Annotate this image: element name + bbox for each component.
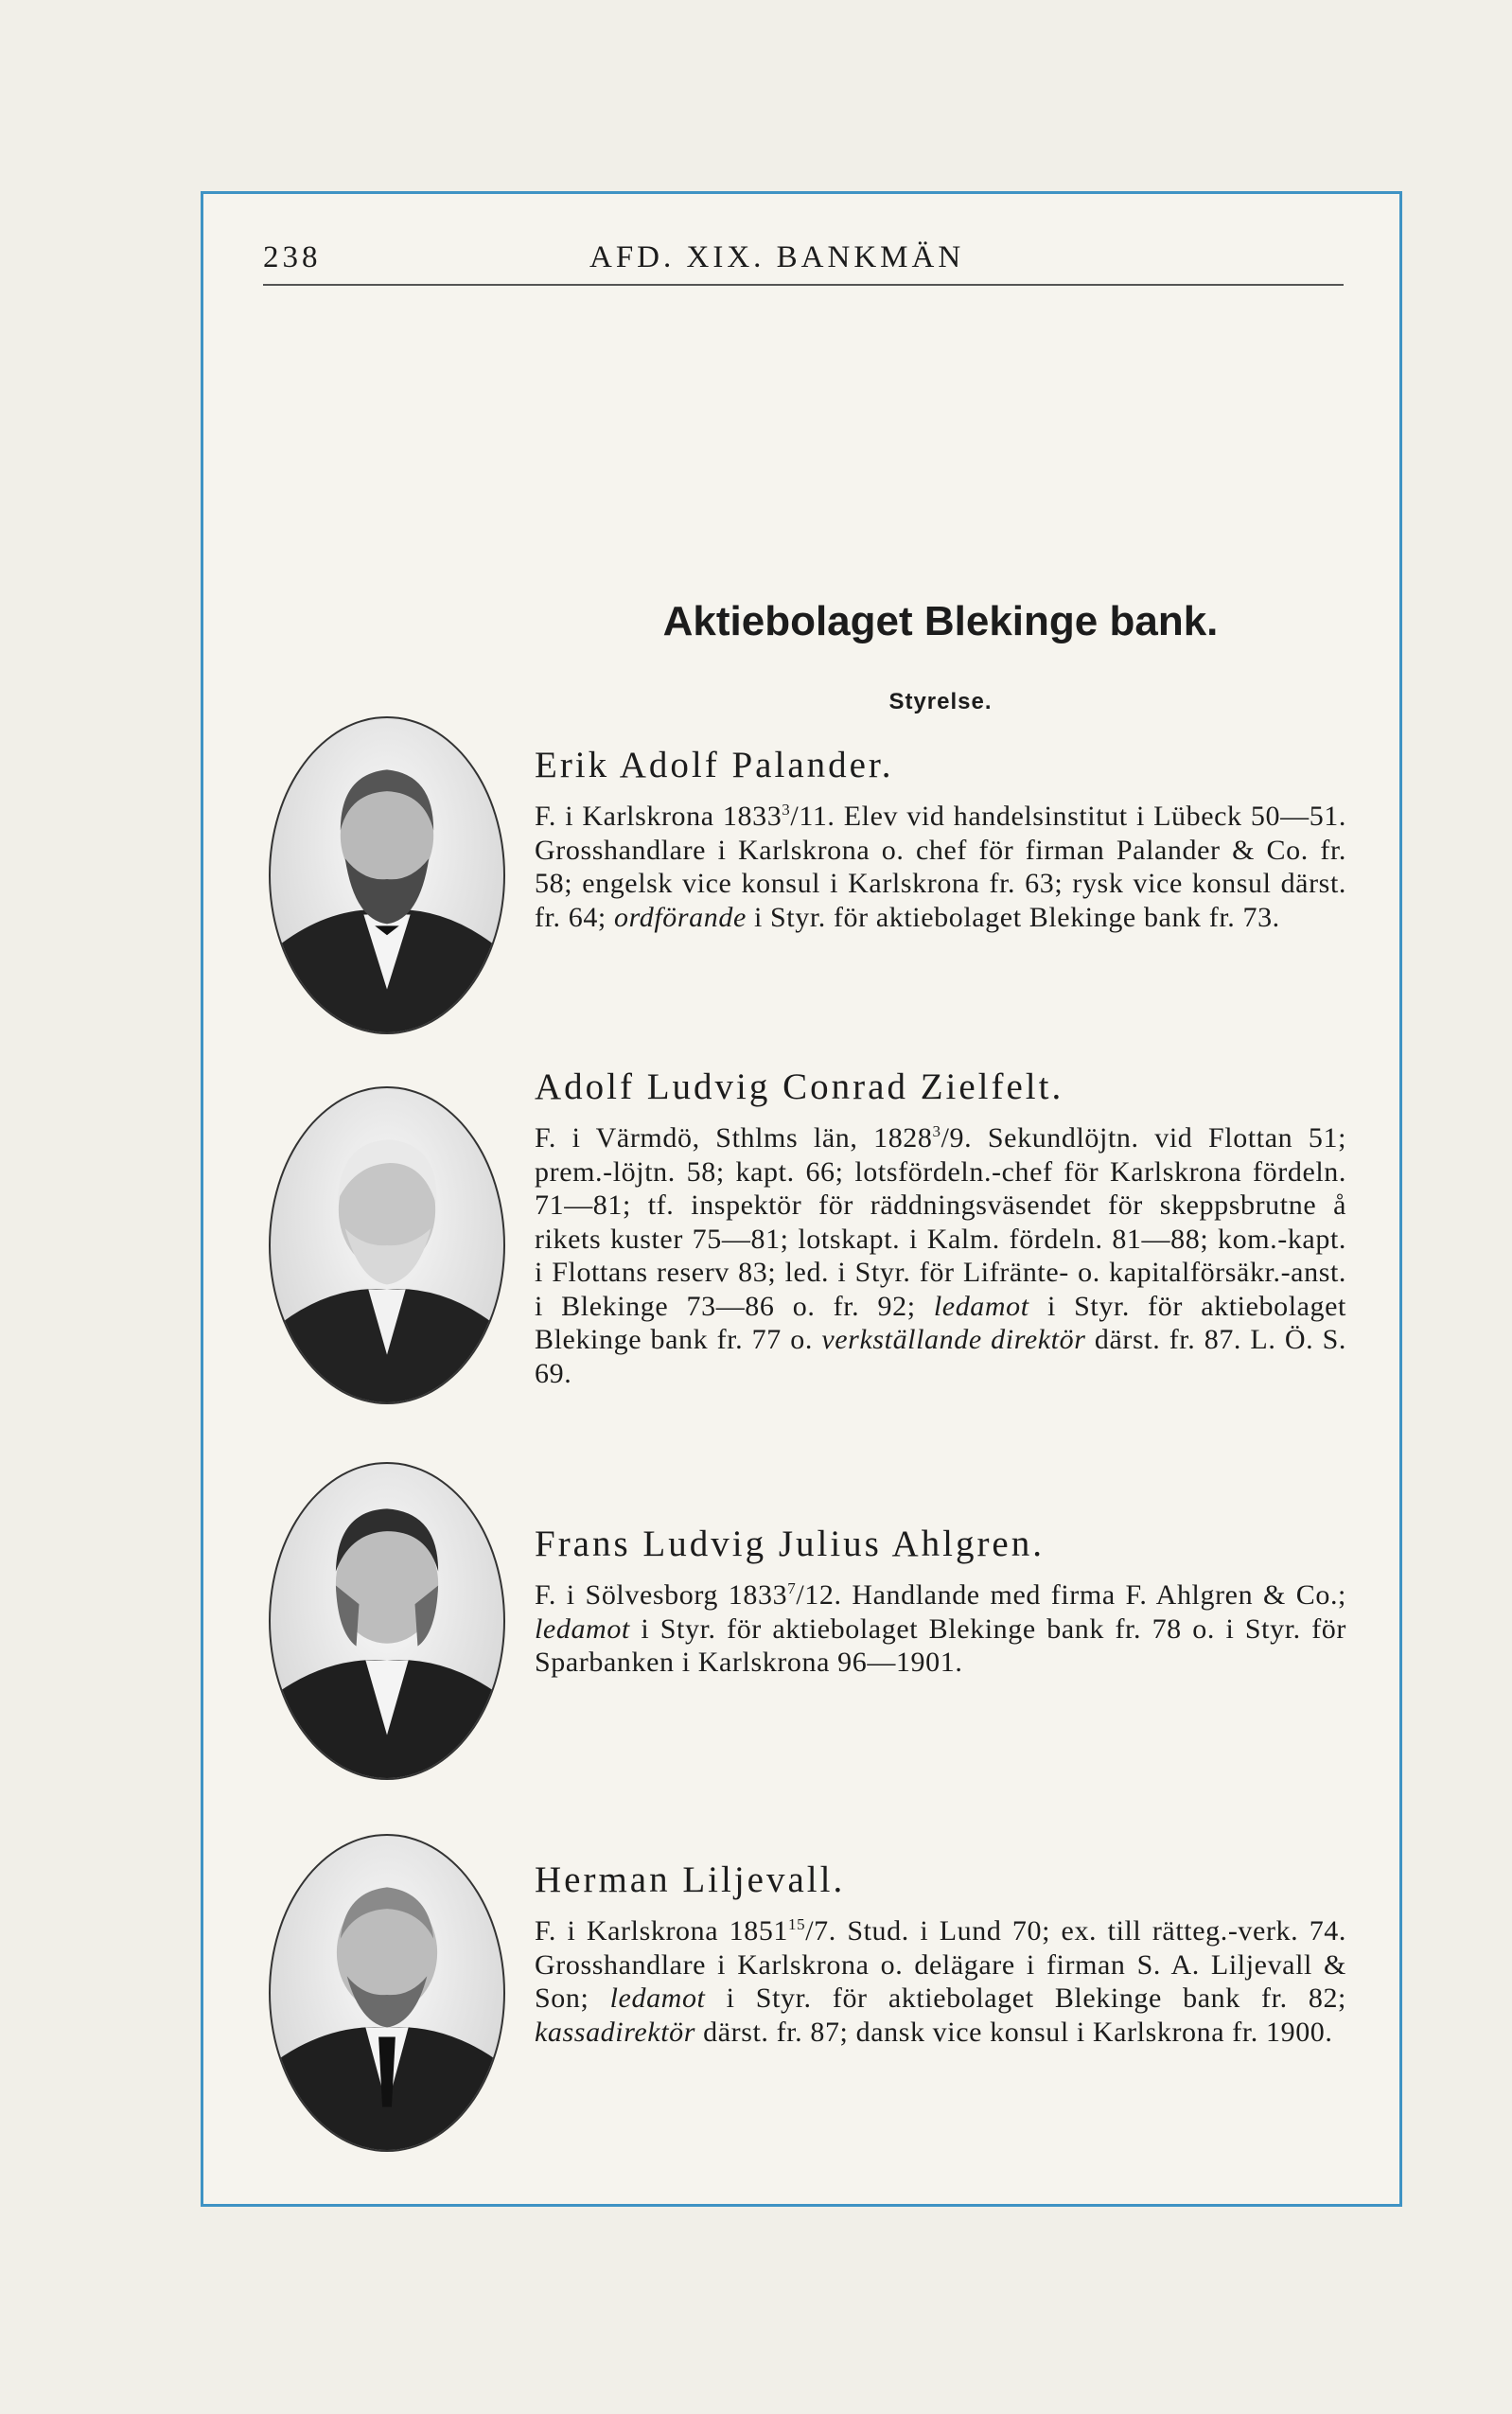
running-header [263,237,1344,286]
entry-bio: F. i Sölvesborg 1833$^7$/12. Handlande med firma F. Ahlgren & Co.; ledamot i Styr. för aktiebolaget Blekinge bank fr. 78 o. i Styr. för Sparbanken i Karlskrona 96—1901. [535,1579,1346,1678]
entry-name: Erik Adolf Palander. [535,745,894,785]
entry-liljevall [535,1858,1346,2049]
entry-zielfelt [535,1065,1346,1390]
portrait-liljevall [269,1834,505,2152]
entry-ahlgren [535,1522,1346,1680]
portrait-zielfelt [269,1086,505,1404]
board-subtitle: Styrelse. [888,689,993,714]
entry-palander [535,743,1346,934]
entry-name: Herman Liljevall. [535,1859,846,1900]
entry-name: Frans Ludvig Julius Ahlgren. [535,1524,1045,1564]
bank-title: Aktiebolaget Blekinge bank. [662,598,1219,644]
portrait-ahlgren [269,1462,505,1780]
entry-bio: F. i Värmdö, Sthlms län, 1828$^3$/9. Sekundlöjtn. vid Flottan 51; prem.-löjtn. 58; kapt. 66; lotsfördeln.-chef för Karlskrona fördeln. 71—81; tf. inspektör för räddningsväsendet för skeppsbrutne å rikets kuster 75—81; lotskapt. i Kalm. fördeln. 81—88; kom.-kapt. i Flottans reserv 83; led. i Styr. för Lifränte- o. kapitalförsäkr.-anst. i Blekinge 73—86 o. fr. 92; ledamot i Styr. för aktiebolaget Blekinge bank fr. 77 o. verkställande direktör därst. fr. 87. L. Ö. S. 69. [535,1122,1347,1389]
entry-bio: F. i Karlskrona 1851$^{15}$/7. Stud. i Lund 70; ex. till rätteg.-verk. 74. Grosshandlare i Karlskrona o. delägare i firman S. A. Liljevall & Son; ledamot i Styr. för aktiebolaget Blekinge bank fr. 82; kassadirektör därst. fr. 87; dansk vice konsul i Karlskrona fr. 1900. [535,1915,1347,2048]
page-number: 238 [263,240,322,274]
portrait-palander [269,716,505,1034]
section-heading: AFD. XIX. BANKMÄN [589,240,965,274]
entry-name: Adolf Ludvig Conrad Zielfelt. [535,1066,1064,1107]
entry-bio: F. i Karlskrona 1833$^3$/11. Elev vid handelsinstitut i Lübeck 50—51. Grosshandlare i Karlskrona o. chef för firman Palander & Co. fr. 58; engelsk vice konsul i Karlskrona fr. 63; rysk vice konsul därst. fr. 64; ordförande i Styr. för aktiebolaget Blekinge bank fr. 73. [535,801,1346,933]
